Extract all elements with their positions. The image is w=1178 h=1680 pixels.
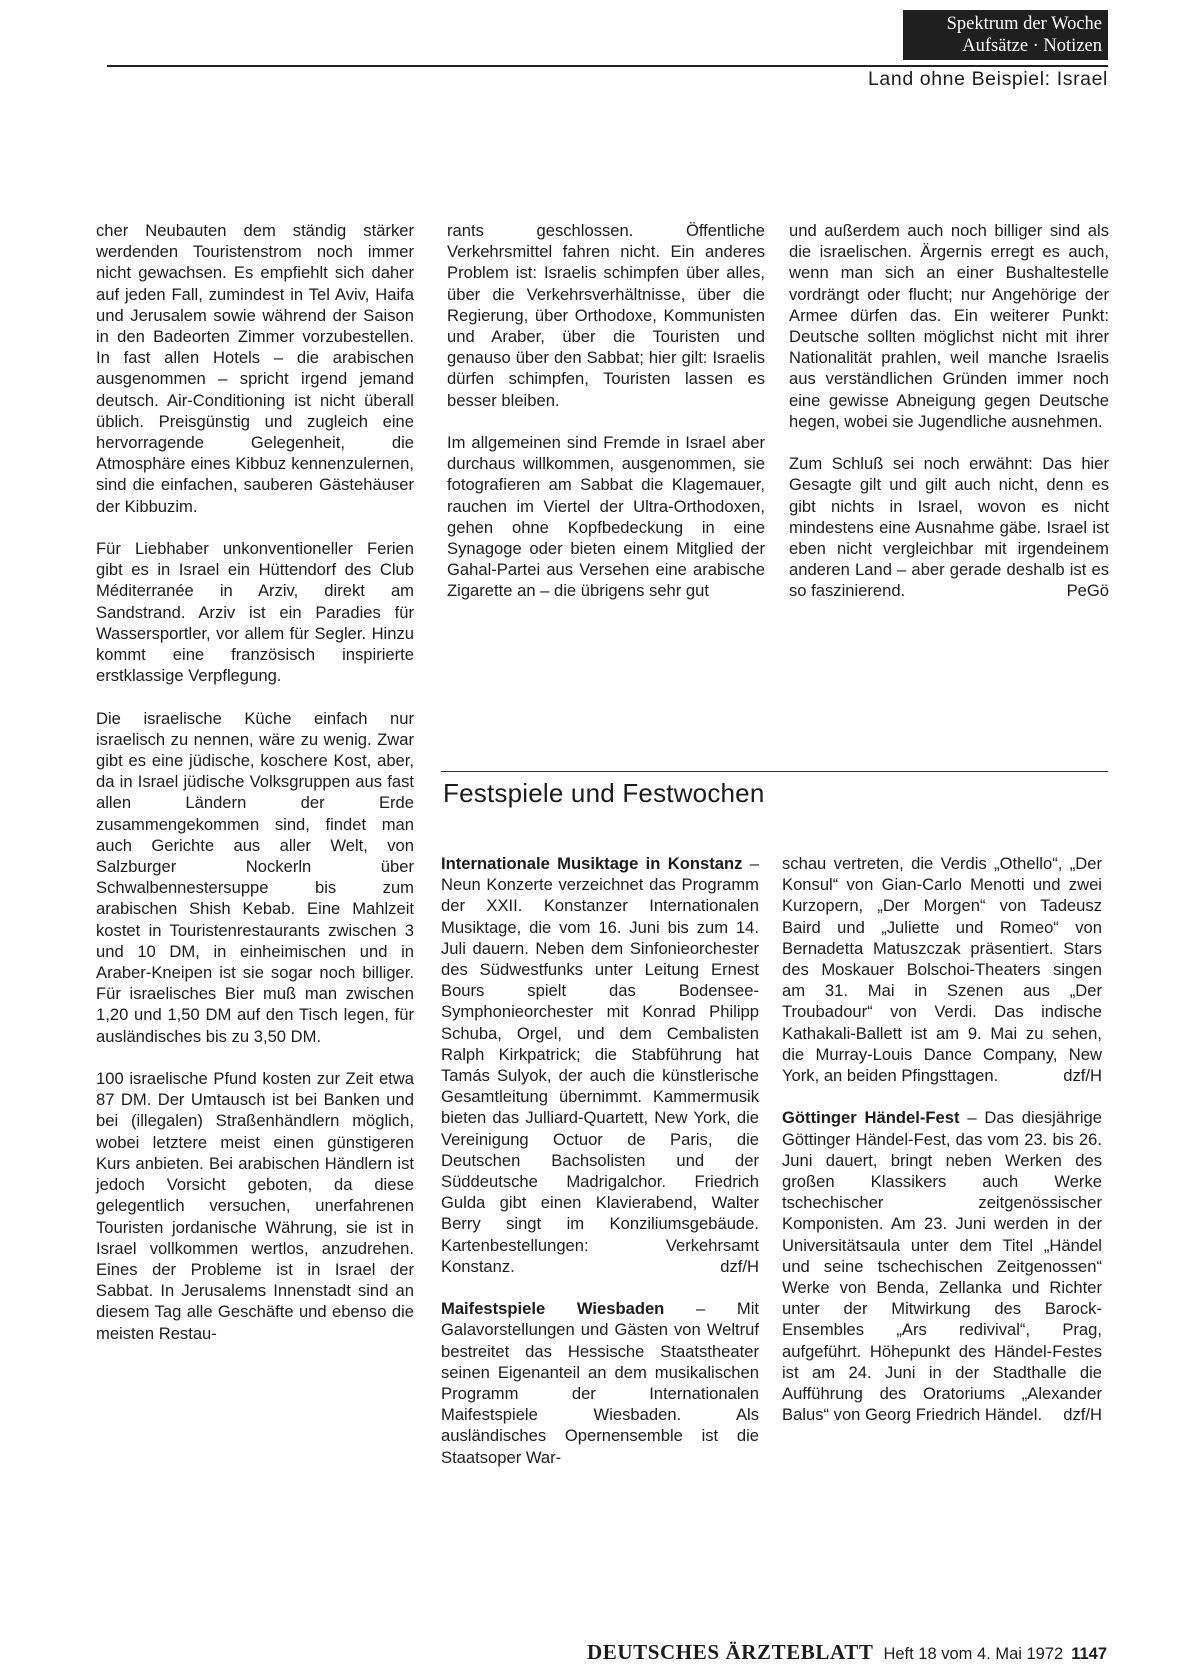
- journal-name: DEUTSCHES ÄRZTEBLATT: [586, 1640, 874, 1664]
- festspiele-column-2: [782, 853, 1102, 1425]
- header-rule: [107, 65, 1108, 67]
- section-label: [903, 10, 1108, 60]
- author-signature: PeGö: [1066, 581, 1109, 601]
- notice-signature: dzf/H: [1063, 1066, 1102, 1086]
- festspiele-heading: Festspiele und Festwochen: [443, 778, 765, 808]
- wiesbaden-notice-continued: [782, 853, 1102, 1086]
- issue-info: Heft 18 vom 4. Mai 1972: [883, 1645, 1064, 1663]
- notice-text: schau vertreten, die Verdis „Othello“, „Der Konsul“ von Gian-Carlo Menotti und zwei Kurzopern, „Der Morgen“ von Tadeusz Baird und „Juliette und Romeo“ von Bernadetta Matuszczak präsentiert. Stars des Moskauer Bolschoi-Theaters singen am 31. Mai in Szenen aus „Der Troubadour“ von Verdi. Das indische Kathakali-Ballett ist am 9. Mai zu sehen, die Murray-Louis Dance Company, New York, an beiden Pfingsttagen.: [782, 854, 1102, 1086]
- article-column-2: [447, 220, 765, 602]
- section-label-line-2: Aufsätze · Notizen: [962, 36, 1102, 56]
- wiesbaden-notice: [441, 1298, 759, 1468]
- goettingen-notice: [782, 1107, 1102, 1425]
- section-label-line-1: Spektrum der Woche: [946, 14, 1102, 34]
- paragraph: Die israelische Küche einfach nur israelisch zu nennen, wäre zu wenig. Zwar gibt es eine jüdische, koschere Kost, aber, da in Israel jüdische Volksgruppen aus fast allen Ländern der Erde zusammengekommen sind, findet man auch Gerichte aus aller Welt, von Salzburger Nockerln über Schwalbennestersuppe bis zum arabischen Shish Kebab. Eine Mahlzeit kostet in Touristenrestaurants zwischen 3 und 10 DM, in einheimischen und in Araber-Kneipen ist sie sogar noch billiger. Für israelisches Bier muß man zwischen 1,20 und 1,50 DM auf den Tisch legen, für ausländisches bis zu 3,50 DM.: [96, 708, 414, 1046]
- notice-signature: dzf/H: [1063, 1405, 1102, 1425]
- article-title: Land ohne Beispiel: Israel: [867, 68, 1108, 90]
- notice-text: – Neun Konzerte verzeichnet das Programm der XXII. Konstanzer Internationalen Musiktage, die vom 16. Juni bis zum 14. Juli dauern. Neben dem Sinfonieorchester des Südwestfunks unter Leitung Ernest Bours spielt das Bodensee-Symphonieorchester mit Konrad Philipp Schuba, Orgel, und dem Cembalisten Ralph Kirkpatrick; die Stabführung hat Tamás Sulyok, der auch die künstlerische Gesamtleitung übernimmt. Kammermusik bieten das Julliard-Quartett, New York, die Vereinigung Octuor de Paris, die Deutschen Bachsolisten und der Süddeutsche Madrigalchor. Friedrich Gulda gibt einen Klavierabend, Walter Berry singt im Konziliumsgebäude. Kartenbestellungen: Verkehrsamt Konstanz.: [441, 854, 759, 1276]
- article-column-3: [789, 220, 1109, 602]
- closing-paragraph: [789, 453, 1109, 601]
- notice-lead: Maifestspiele Wiesbaden: [441, 1299, 665, 1319]
- notice-text: – Mit Galavorstellungen und Gästen von Weltruf bestreitet das Hessische Staatstheater seinen Eigenanteil an dem musikalischen Programm der Internationalen Maifestspiele Wiesbaden. Als ausländisches Opernensemble ist die Staatsoper War-: [441, 1299, 759, 1467]
- article-column-1: [96, 220, 414, 1344]
- notice-signature: dzf/H: [720, 1256, 759, 1276]
- notice-lead: Internationale Musiktage in Konstanz: [441, 854, 743, 873]
- notice-text: – Das diesjährige Göttinger Händel-Fest, das vom 23. bis 26. Juni dauert, bringt neben Werken des großen Klassikers auch Werke tschechischer zeitgenössischer Komponisten. Am 23. Juni werden in der Universitätsaula unter dem Titel „Händel und seine tschechischen Zeitgenossen“ Werke von Benda, Zellanka und Richter unter der Mitwirkung des Barock-Ensembles „Ars redivival“, Prag, aufgeführt. Höhepunkt des Händel-Festes ist am 24. Juni in der Stadthalle die Aufführung des Oratoriums „Alexander Balus“ von Georg Friedrich Händel.: [782, 1108, 1102, 1425]
- konstanz-notice: [441, 853, 759, 1277]
- paragraph: und außerdem auch noch billiger sind als die israelischen. Ärgernis erregt es auch, wenn man sich an einer Bushaltestelle vordrängt oder flucht; nur Angehörige der Armee dürfen das. Ein weiterer Punkt: Deutsche sollten möglichst nicht mit ihrer Nationalität prahlen, weil manche Israelis aus verständlichen Gründen immer noch eine gewisse Abneigung gegen Deutsche hegen, wobei sie Jugendliche ausnehmen.: [789, 221, 1109, 431]
- page-footer: [587, 1640, 1107, 1665]
- notice-lead: Göttinger Händel-Fest: [782, 1108, 960, 1128]
- closing-text: Zum Schluß sei noch erwähnt: Das hier Gesagte gilt und gilt auch nicht, denn es gibt nichts in Israel, wovon es nicht mindestens eine Ausnahme gäbe. Israel ist eben nicht vergleichbar mit irgendeinem anderen Land – aber gerade deshalb ist es so faszinierend.: [789, 454, 1109, 601]
- paragraph: rants geschlossen. Öffentliche Verkehrsmittel fahren nicht. Ein anderes Problem ist: Israelis schimpfen über alles, über die Verkehrsverhältnisse, über die Regierung, über Orthodoxe, Kommunisten und Araber, über die Touristen und genauso über den Sabbat; hier gilt: Israelis dürfen schimpfen, Touristen lassen es besser bleiben.: [447, 221, 765, 410]
- paragraph: 100 israelische Pfund kosten zur Zeit etwa 87 DM. Der Umtausch ist bei Banken und bei (illegalen) Straßenhändlern möglich, wobei letztere meist einen günstigeren Kurs anbieten. Bei arabischen Händlern ist jedoch Vorsicht geboten, da diese gelegentlich versuchen, unerfahrenen Touristen jordanische Währung, sie ist in Israel vollkommen wertlos, anzudrehen. Eines der Probleme ist in Israel der Sabbat. In Jerusalems Innenstadt sind an diesem Tag alle Geschäfte und ebenso die meisten Restau-: [96, 1069, 414, 1343]
- paragraph: Für Liebhaber unkonventioneller Ferien gibt es in Israel ein Hüttendorf des Club Méditerranée in Arziv, direkt am Sandstrand. Arziv ist ein Paradies für Wassersportler, vor allem für Segler. Hinzu kommt eine französisch inspirierte erstklassige Verpflegung.: [96, 539, 414, 686]
- festspiele-column-1: [441, 853, 759, 1468]
- paragraph: Im allgemeinen sind Fremde in Israel aber durchaus willkommen, ausgenommen, sie fotografieren am Sabbat die Klagemauer, rauchen im Viertel der Ultra-Orthodoxen, gehen ohne Kopfbedeckung in eine Synagoge oder bieten einem Mitglied der Gahal-Partei aus Versehen eine arabische Zigarette an – die übrigens sehr gut: [447, 433, 765, 601]
- paragraph: cher Neubauten dem ständig stärker werdenden Touristenstrom noch immer nicht gewachsen. Es empfiehlt sich daher auf jeden Fall, zumindest in Tel Aviv, Haifa und Jerusalem sowie während der Saison in den Badeorten Zimmer vorzubestellen. In fast allen Hotels – die arabischen ausgenommen – spricht irgend jemand deutsch. Air-Conditioning ist nicht überall üblich. Preisgünstig und zugleich eine hervorragende Gelegenheit, die Atmosphäre eines Kibbuz kennenzulernen, sind die einfachen, sauberen Gästehäuser der Kibbuzim.: [96, 221, 414, 516]
- section-rule: [441, 771, 1108, 772]
- page-number: 1147: [1071, 1645, 1107, 1663]
